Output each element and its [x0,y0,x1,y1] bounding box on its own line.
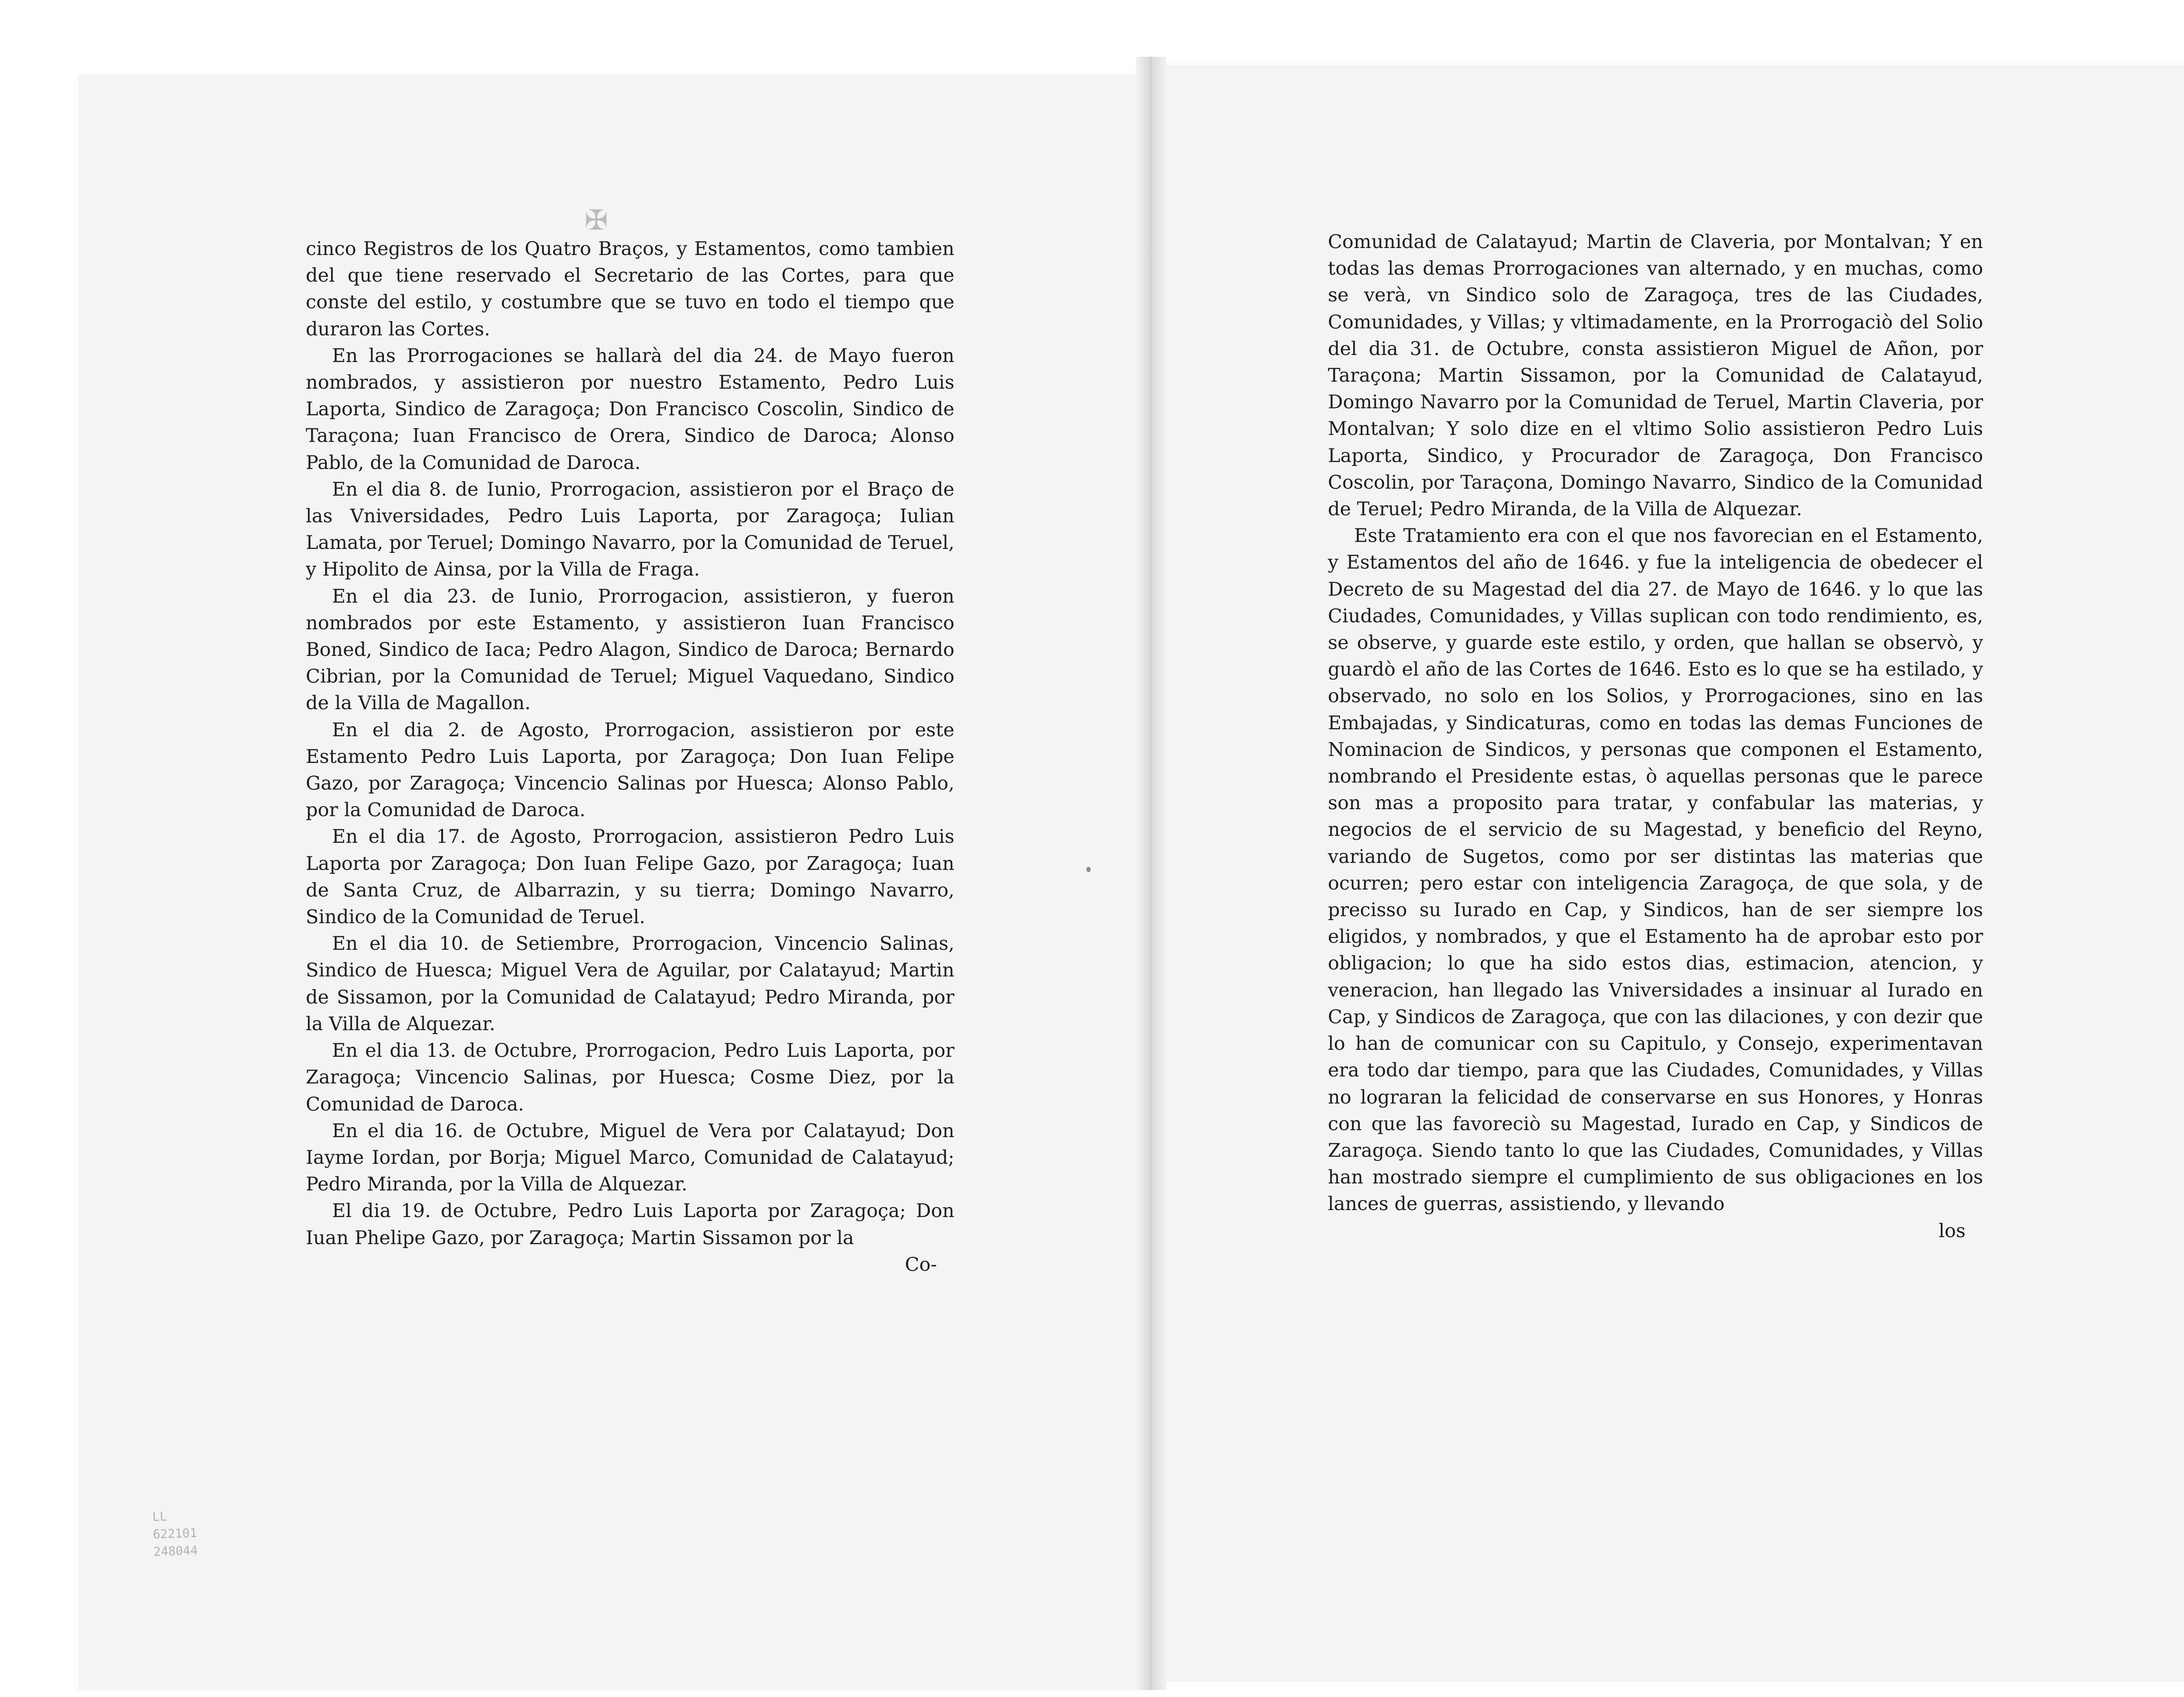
left-catchword: Co- [905,1253,937,1276]
left-paragraph: En el dia 23. de Iunio, Prorrogacion, assistieron, y fueron nombrados por este Estamento, y assistieron Iuan Francisco Boned, Sindico de Iaca; Pedro Alagon, Sindico de Daroca; Bernardo Cibrian, por la Comunidad de Teruel; Miguel Vaquedano, Sindico de la Villa de Magallon. [306,585,954,714]
left-paragraph: El dia 19. de Octubre, Pedro Luis Laporta por Zaragoça; Don Iuan Phelipe Gazo, por Zaragoça; Martin Sissamon por la [306,1200,954,1249]
archive-stamp [152,1505,254,1561]
stamp-line: 622101 [152,1525,197,1542]
left-paragraph: cinco Registros de los Quatro Braços, y Estamentos, como tambien del que tiene reservado el Secretario de las Cortes, para que conste del estilo, y costumbre que se tuvo en todo el tiempo que duraron las Cortes. [306,238,954,340]
left-paragraph: En el dia 17. de Agosto, Prorrogacion, assistieron Pedro Luis Laporta por Zaragoça; Don Iuan Felipe Gazo, por Zaragoça; Iuan de Santa Cruz, de Albarrazin, y su tierra; Domingo Navarro, Sindico de la Comunidad de Teruel. [306,826,954,928]
stamp-line: 248044 [153,1543,198,1559]
left-paragraph: En el dia 13. de Octubre, Prorrogacion, Pedro Luis Laporta, por Zaragoça; Vincencio Salinas, por Huesca; Cosme Diez, por la Comunidad de Daroca. [306,1040,954,1115]
ink-speck [1086,867,1091,872]
right-catchword: los [1939,1220,1966,1242]
left-paragraph: En el dia 8. de Iunio, Prorrogacion, assistieron por el Braço de las Vniversidades, Pedro Luis Laporta, por Zaragoça; Iulian Lamata, por Teruel; Domingo Navarro, por la Comunidad de Teruel, y Hipolito de Ainsa, por la Villa de Fraga. [306,478,954,581]
right-paragraph: Este Tratamiento era con el que nos favorecian en el Estamento, y Estamentos del año de 1646. y fue la inteligencia de obedecer el Decreto de su Magestad del dia 27. de Mayo de 1646. y lo que las Ciudades, Comunidades, y Villas suplican con todo rendimiento, es, se observe, y guarde este estilo, y orden, que hallan se observò, y guardò el año de las Cortes de 1646. Esto es lo que se ha estilado, y observado, no solo en los Solios, y Prorrogaciones, sino en las Embajadas, y Sindicaturas, como en todas las demas Funciones de Nominacion de Sindicos, y personas que componen el Estamento, nombrando el Presidente estas, ò aquellas personas que le parece son mas a proposito para tratar, y confabular las materias, y negocios de el servicio de su Magestad, y beneficio del Reyno, variando de Sugetos, como por ser distintas las materias que ocurren; pero estar con inteligencia Zaragoça, de que sola, y de precisso su Iurado en Cap, y Sindicos, han de ser siempre los eligidos, y nombrados, y que el Estamento ha de aprobar esto por obligacion; lo que ha sido estos dias, estimacion, atencion, y veneracion, han llegado las Vniversidades a insinuar al Iurado en Cap, y Sindicos de Zaragoça, que con las dilaciones, y con dezir que lo han de comunicar con su Capitulo, y Consejo, experimentavan era todo dar tiempo, para que las Ciudades, Comunidades, y Villas no lograran la felicidad de conservarse en sus Honores, y Honras con que las favoreciò su Magestad, Iurado en Cap, y Sindicos de Zaragoça. Siendo tanto lo que las Ciudades, Comunidades, y Villas han mostrado siempre el cumplimiento de sus obligaciones en los lances de guerras, assistiendo, y llevando [1328,525,1983,1215]
right-paragraph: Comunidad de Calatayud; Martin de Claveria, por Montalvan; Y en todas las demas Prorrogaciones van alternado, y en muchas, como se verà, vn Sindico solo de Zaragoça, tres de las Ciudades, Comunidades, y Villas; y vltimadamente, en la Prorrogaciò del Solio del dia 31. de Octubre, consta assistieron Miguel de Añon, por Taraçona; Martin Sissamon, por la Comunidad de Calatayud, Domingo Navarro por la Comunidad de Teruel, Martin Claveria, por Montalvan; Y solo dize en el vltimo Solio assistieron Pedro Luis Laporta, Sindico, y Procurador de Zaragoça, Don Francisco Coscolin, por Taraçona, Domingo Navarro, Sindico de la Comunidad de Teruel; Pedro Miranda, de la Villa de Alquezar. [1328,231,1983,521]
stamp-line: LL [152,1509,167,1525]
page-fold [1136,57,1166,1690]
left-paragraph: En el dia 16. de Octubre, Miguel de Vera por Calatayud; Don Iayme Iordan, por Borja; Miguel Marco, Comunidad de Calatayud; Pedro Miranda, por la Villa de Alquezar. [306,1120,954,1196]
left-text-column [306,236,954,1278]
right-text-column [1328,229,1983,1245]
ornament-icon: ✠ [584,204,608,237]
left-paragraph: En las Prorrogaciones se hallarà del dia 24. de Mayo fueron nombrados, y assistieron por nuestro Estamento, Pedro Luis Laporta, Sindico de Zaragoça; Don Francisco Coscolin, Sindico de Taraçona; Iuan Francisco de Orera, Sindico de Daroca; Alonso Pablo, de la Comunidad de Daroca. [306,345,954,474]
left-paragraph: En el dia 10. de Setiembre, Prorrogacion, Vincencio Salinas, Sindico de Huesca; Miguel Vera de Aguilar, por Calatayud; Martin de Sissamon, por la Comunidad de Calatayud; Pedro Miranda, por la Villa de Alquezar. [306,933,954,1035]
left-paragraph: En el dia 2. de Agosto, Prorrogacion, assistieron por este Estamento Pedro Luis Laporta, por Zaragoça; Don Iuan Felipe Gazo, por Zaragoça; Vincencio Salinas por Huesca; Alonso Pablo, por la Comunidad de Daroca. [306,719,954,821]
